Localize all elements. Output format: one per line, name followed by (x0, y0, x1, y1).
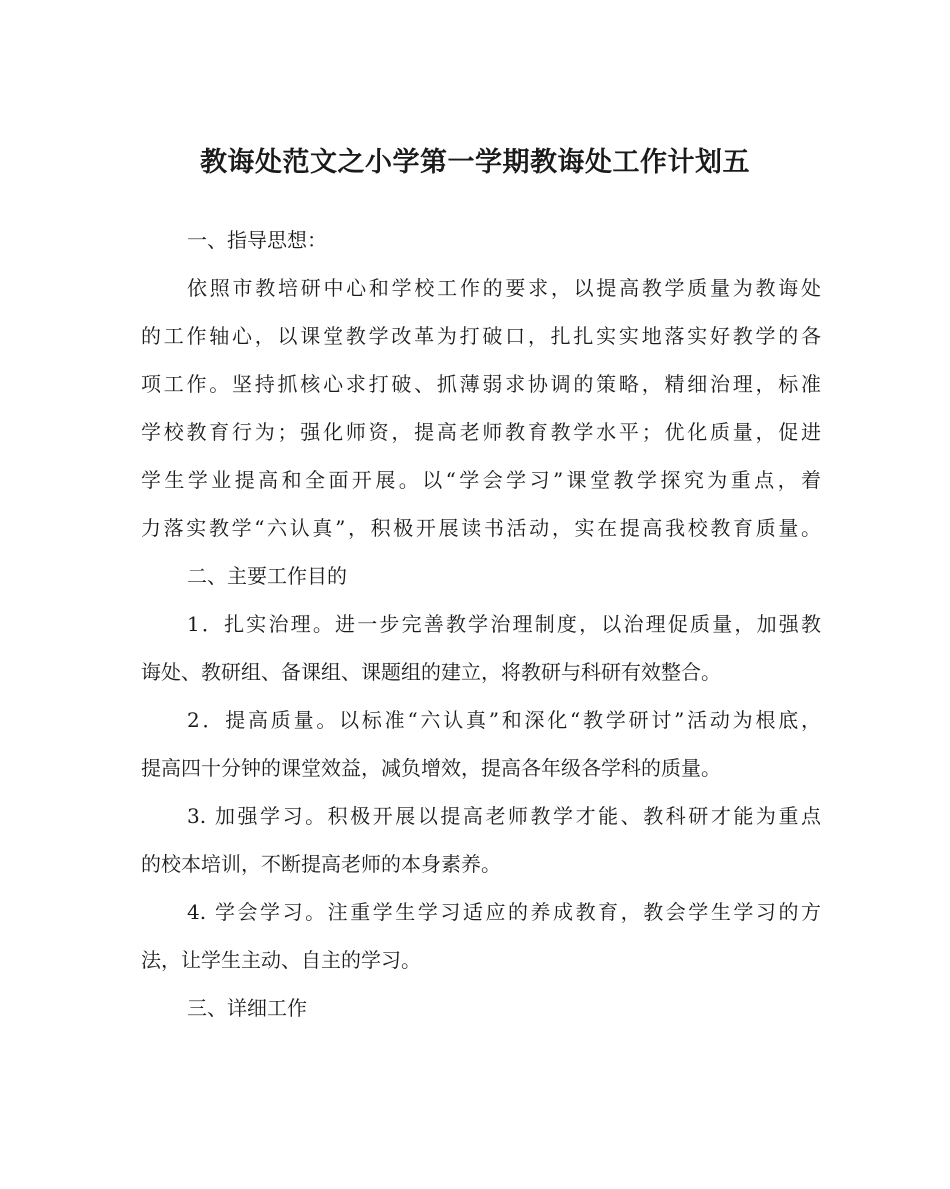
body-line: 学校教育行为；强化师资，提高老师教育教学水平；优化质量，促进 (141, 420, 821, 444)
body-line: 1．扎实治理。进一步完善教学治理制度，以治理促质量，加强教 (187, 612, 821, 636)
body-line: 学生学业提高和全面开展。以“学会学习”课堂教学探究为重点，着 (141, 468, 821, 492)
body-line: 法，让学生主动、自主的学习。 (141, 948, 421, 972)
body-line: 项工作。坚持抓核心求打破、抓薄弱求协调的策略，精细治理，标准 (141, 372, 821, 396)
body-line: 三、详细工作 (187, 996, 307, 1020)
body-line: 二、主要工作目的 (187, 564, 347, 588)
document-body (141, 216, 821, 1032)
body-line: 依照市教培研中心和学校工作的要求，以提高教学质量为教诲处 (187, 276, 821, 300)
body-line: 提高四十分钟的课堂效益，减负增效，提高各年级各学科的质量。 (141, 756, 721, 780)
body-line: 4. 学会学习。注重学生学习适应的养成教育，教会学生学习的方 (187, 900, 821, 924)
body-line: 2．提高质量。以标准“六认真”和深化“教学研讨”活动为根底， (187, 708, 821, 732)
body-line: 3. 加强学习。积极开展以提高老师教学才能、教科研才能为重点 (187, 804, 821, 828)
body-line: 诲处、教研组、备课组、课题组的建立，将教研与科研有效整合。 (141, 660, 721, 684)
body-line: 的校本培训，不断提高老师的本身素养。 (141, 852, 501, 876)
body-line: 的工作轴心，以课堂教学改革为打破口，扎扎实实地落实好教学的各 (141, 324, 821, 348)
document-title: 教诲处范文之小学第一学期教诲处工作计划五 (200, 147, 750, 178)
body-line: 一、指导思想： (187, 228, 327, 252)
body-line: 力落实教学“六认真”，积极开展读书活动，实在提高我校教育质量。 (141, 516, 821, 540)
